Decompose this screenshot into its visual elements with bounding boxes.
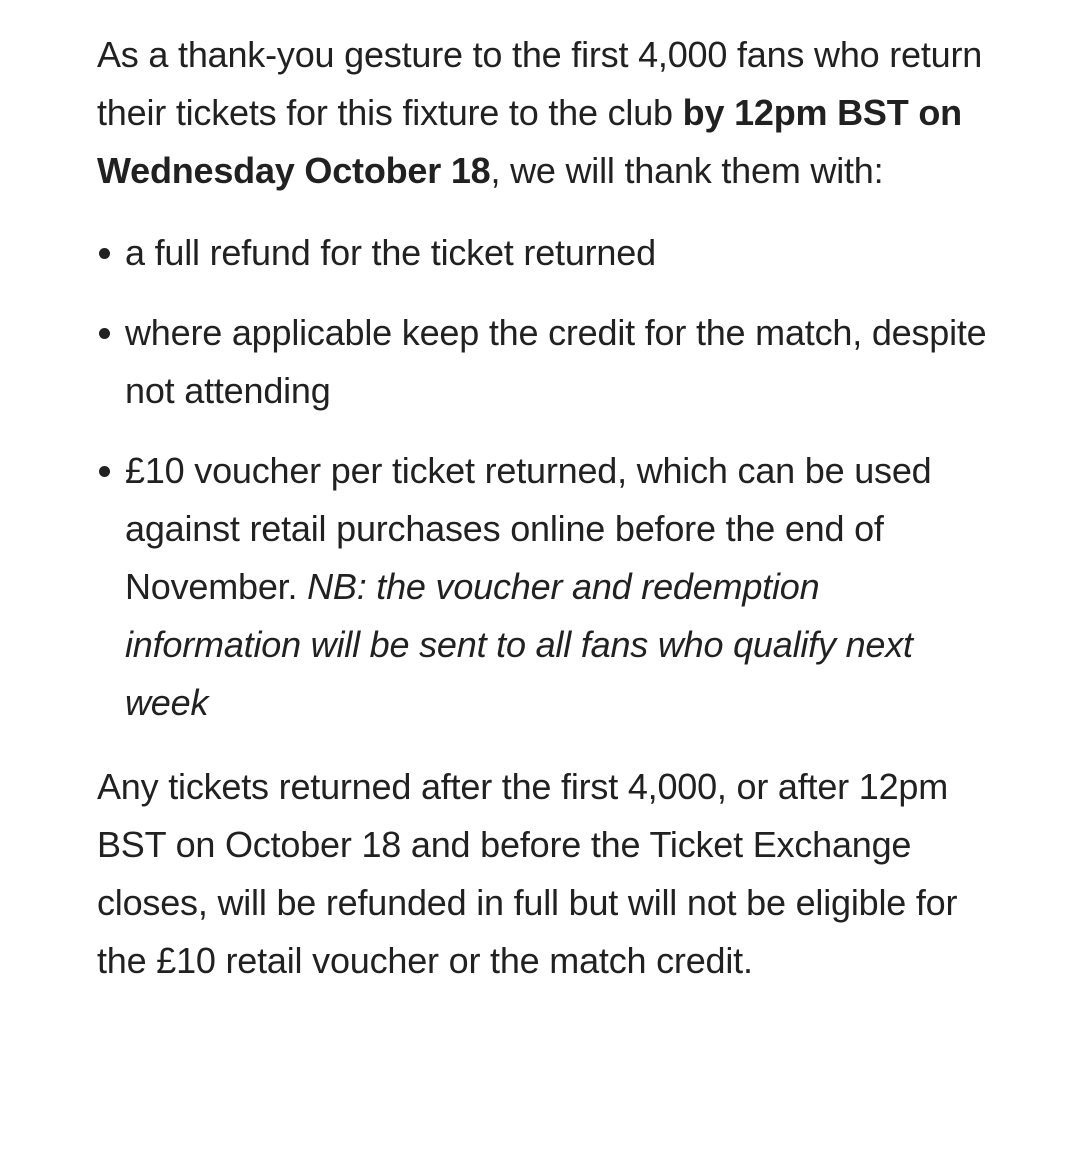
- intro-paragraph: [97, 26, 997, 200]
- bullet-icon: [99, 248, 110, 259]
- intro-text-after: , we will thank them with:: [490, 150, 884, 191]
- intro-deadline: by 12pm BST on Wednesday October 18: [97, 92, 962, 191]
- intro-text-before: As a thank-you gesture to the first 4,000 fans who return their tickets for this fixture to the club: [97, 34, 983, 133]
- list-item-credit: [97, 304, 997, 420]
- list-item-text: a full refund for the ticket returned: [125, 232, 656, 273]
- list-item-text: where applicable keep the credit for the match, despite not attending: [125, 312, 987, 411]
- benefits-list: [97, 224, 997, 732]
- list-item-text: £10 voucher per ticket returned, which can be used against retail purchases online before the end of November.: [125, 450, 932, 607]
- list-item-voucher: [97, 442, 997, 732]
- bullet-icon: [99, 466, 110, 477]
- voucher-note: NB: the voucher and redemption information will be sent to all fans who qualify next week: [125, 566, 913, 723]
- list-item-refund: [97, 224, 997, 282]
- closing-paragraph: Any tickets returned after the first 4,000, or after 12pm BST on October 18 and before the Ticket Exchange closes, will be refunded in full but will not be eligible for the £10 retail voucher or the match credit.: [97, 766, 958, 981]
- article-body: [97, 26, 997, 990]
- bullet-icon: [99, 328, 110, 339]
